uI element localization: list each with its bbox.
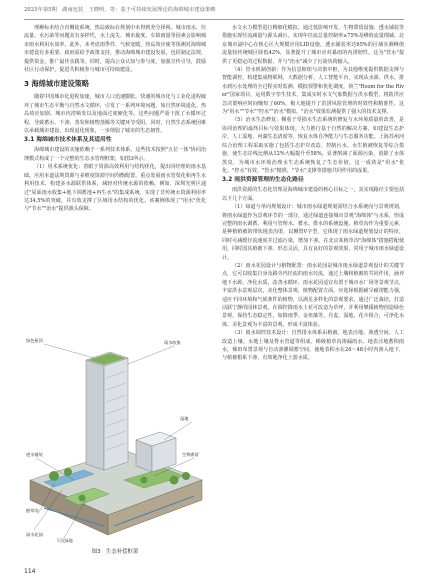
left-column xyxy=(24,24,206,214)
figure-label: 生物滞留 xyxy=(182,452,199,457)
paragraph: 雨洪资源的生态化管理是海绵城市建设的核心目标之一，其实现路径主要包括以下几个方面。 xyxy=(222,187,404,202)
right-column xyxy=(222,24,404,363)
paragraph: 理褥标末结合直侧徒系统，热岛致标在规划中未得到充分择视。城市雨水、径流量、水污染等问题其有多样性，水土流失、城市旋度、车降雨量等因素会影响城市雨水利用水效率。此外，未考虑雨季件、气候变暖，热岛效应使等预测对海绵城市建设有多重要。政府需给予政策支持，推动海绵城市建设发展，包括制定法规，提供资金，推广最佳实践等。同时，提高公众认知与参与度，加强宣传引导，鼓励社区行动保护，促进共积极参与城市可持续建设。 xyxy=(24,25,206,74)
paragraph: （1）绿道与单向规划设计：城市雨水绿道规划需结合水系统向与景观规划，将雨水绿道作为景观环节的一部分，通过绿道连接城市景观"海绵体"与水系，形成完整的雨水调蓄、利用与管理水、蓄水、排水的系统设施。植草沟作为重要元素，是种植植被的带状地表沟渠，以侧置V字型，它体现了雨水绿道规划设计的特征，同时可减缓径流速度并过滤污染，增加下渗。在北京某植草沟"海绵体"措施搭配使用，同时国其植被下渗、形态灵活，具有良好的景观效果，常用于城市雨水绿道设计。 xyxy=(222,204,404,261)
paragraph: 随着中国城市化进程加速，城市人口迅速膨胀。快速的城市化与工业化进程破坏了城市生态平衡与自然水文循环，引发了一系列环境问题，如自然环境退化、热岛效应加剧、城市内涝频发以及地面过度硬化等。这些问题严重干扰了水循环过程，导致蓄水、下渗、蒸发和植物蒸腾等关键环节受阻。同时，自然生态系统因难以承载城市建设，出现退化现象，一步削弱了城市的生态韧性。 xyxy=(24,94,206,135)
building xyxy=(104,358,128,470)
header-rule xyxy=(24,19,404,20)
page-number: 114 xyxy=(24,568,36,575)
figure-illustration xyxy=(24,330,206,544)
building xyxy=(86,360,104,470)
figure-label: 绿色屋顶 xyxy=(26,338,43,343)
paragraph: 水文水力模型进行精细化模拟，通过低影响开发、生物滞留设施、透水铺装等措施实现径流减量与源头减污，实现年径流总量控制率≥75%及峰值流量削减。北京城市副中心在核心区大规模应用LID设施，透水铺装率达65%的区域实测峰值流量较传统城区降低42%，显著提升了城市应对暴雨的内涝韧性。这为"管水"提供了更稳定的过程数据，并与"治水"减少了污染负荷输入。 xyxy=(222,25,404,65)
subsection-heading: 3.2 雨洪资源管理的生态化路径 xyxy=(222,177,304,184)
figure-label: 雨水收集 xyxy=(164,340,181,345)
paragraph: （3）雨水调控技术设计：自然排水体系由植被、地表洼地、渗透空间、人工改造上壤、水地上壤及脊水管道等组成。梯级植草沟渗漏雨水、地表洼地蓄积雨水，梯田布置景观与自动渗灌调蓄空间，使地表积水在24～48小时内渗入地下，与植被根系下渗，有效地净化上游水质。 xyxy=(222,330,404,362)
paragraph: （4）管水机制创新：作为信息枢纽与决策中枢，为其他维度提供数据支撑与智能调控，构建集成物联网、大数据分析、人工智能平台，实现从水源、供水、排水到污水处理的全过程实时监测、模拟预警和优化调度。荷兰"Room for the River"国家项目，运用数字孪生技术，集成实时水文气象数据与洪水模型，将防洪应急决策响应时间缩短了60%，极大地提升了洪涝风险管理的时效性和精准性。这为"用水""节水""控水""治水"模拟、"治水"效果监测提供了强大的技术支撑。 xyxy=(222,67,404,116)
running-header: 2025年第5期 湖南包装 王晓明，等：基于可持续发展理论的海绵城市建设策略 xyxy=(24,7,216,13)
section-heading: 3 海绵城市建设策略 xyxy=(24,79,90,89)
figure-label: 下沉绿地 xyxy=(56,538,73,543)
figure-label: 透水铺装 xyxy=(26,452,43,457)
paragraph: （5）治水生态修复：侧重于受损水生态系统的修复与水环境质量的改善，是协同治理的最终目标与效果体现。大力推行基于自然的解决方案，如建设生态护岸、人工湿地、河湖生态清淤等，恢复水体自净能力与生态服务功能。上海苏州河综合治理工程采取实施了包括生态护岸改造、控制污水、水生植被恢复等综合措施，使生态岸线比例从12%大幅提升至58%，显著削减了面源污染，消除了水体黑臭，为城市水环境治理水生态系统恢复了生态价值。这一成效是"用水"优化、"控水"有效、"管水"精准、"节水"支撑等措施共同作用的成果。 xyxy=(222,117,404,174)
figure-label: 雨水花园 xyxy=(26,532,43,537)
paragraph: （1）用术系统优化：着眼于资源高效利用与结构优化，提出同经理的雨水基础。应用本道法规资源与多维度资源空间均衡配置，重点发展雨水管渠化和再生水利用技术，构建多水源联供体系，减轻对传统水源的依赖。例如，深圳光明区通过"屋面雨水收集+地下调蓄池+再生水"的集成系统，实现了非传统水资源利用率达34.5%的突破，并有效支撑了区域用水结构的优化。该案例体现了"用水"优化与"节水""治水"提供源头保障。 xyxy=(24,164,206,213)
paragraph: 海绵城市建设的实施依赖于一系列技术体系，这些技术按照"五位一体"协同治理模式构成了一个完整的生态水管理框架，如图3所示。 xyxy=(24,147,206,162)
figure-label: 植草沟 xyxy=(26,508,39,513)
figure-caption: 图3 生态补偿框架 xyxy=(91,549,139,555)
figure-label: 湿地 xyxy=(180,416,189,421)
sponge-city-diagram xyxy=(24,330,206,544)
subsection-heading: 3.1 海绵城市技术体系及其适用性 xyxy=(24,137,112,144)
paragraph: （2）雨水花园设计与植物配置：雨水花园是城市雨水绿道景观设计的关键节点，它可以收集自身及路旁内径流的雨水径流，通过土壤和植被的共同作用，涵养地下水源，净化水质，改善水循环。雨水花园适宜布置于城市水厂场等景观节点，丰富洪水景观层次，美化整体景观，植物配置方面，应选择根据耐旱耐涝能力强，适应不同环境和气候条件的植物，以满足多样化的景观要求，通过广泛栽培，打造活跃宁静的园林景观，在调控降雨水土花可改造为草坪，并利用攀援植物创造绿色景观，保持生态稳定性，如降雨季、金鱼藻等。丹麦、湿地、花卉组合，可净化水体、美化景观为丰富的景观，形成丰富体验。 xyxy=(222,262,404,328)
